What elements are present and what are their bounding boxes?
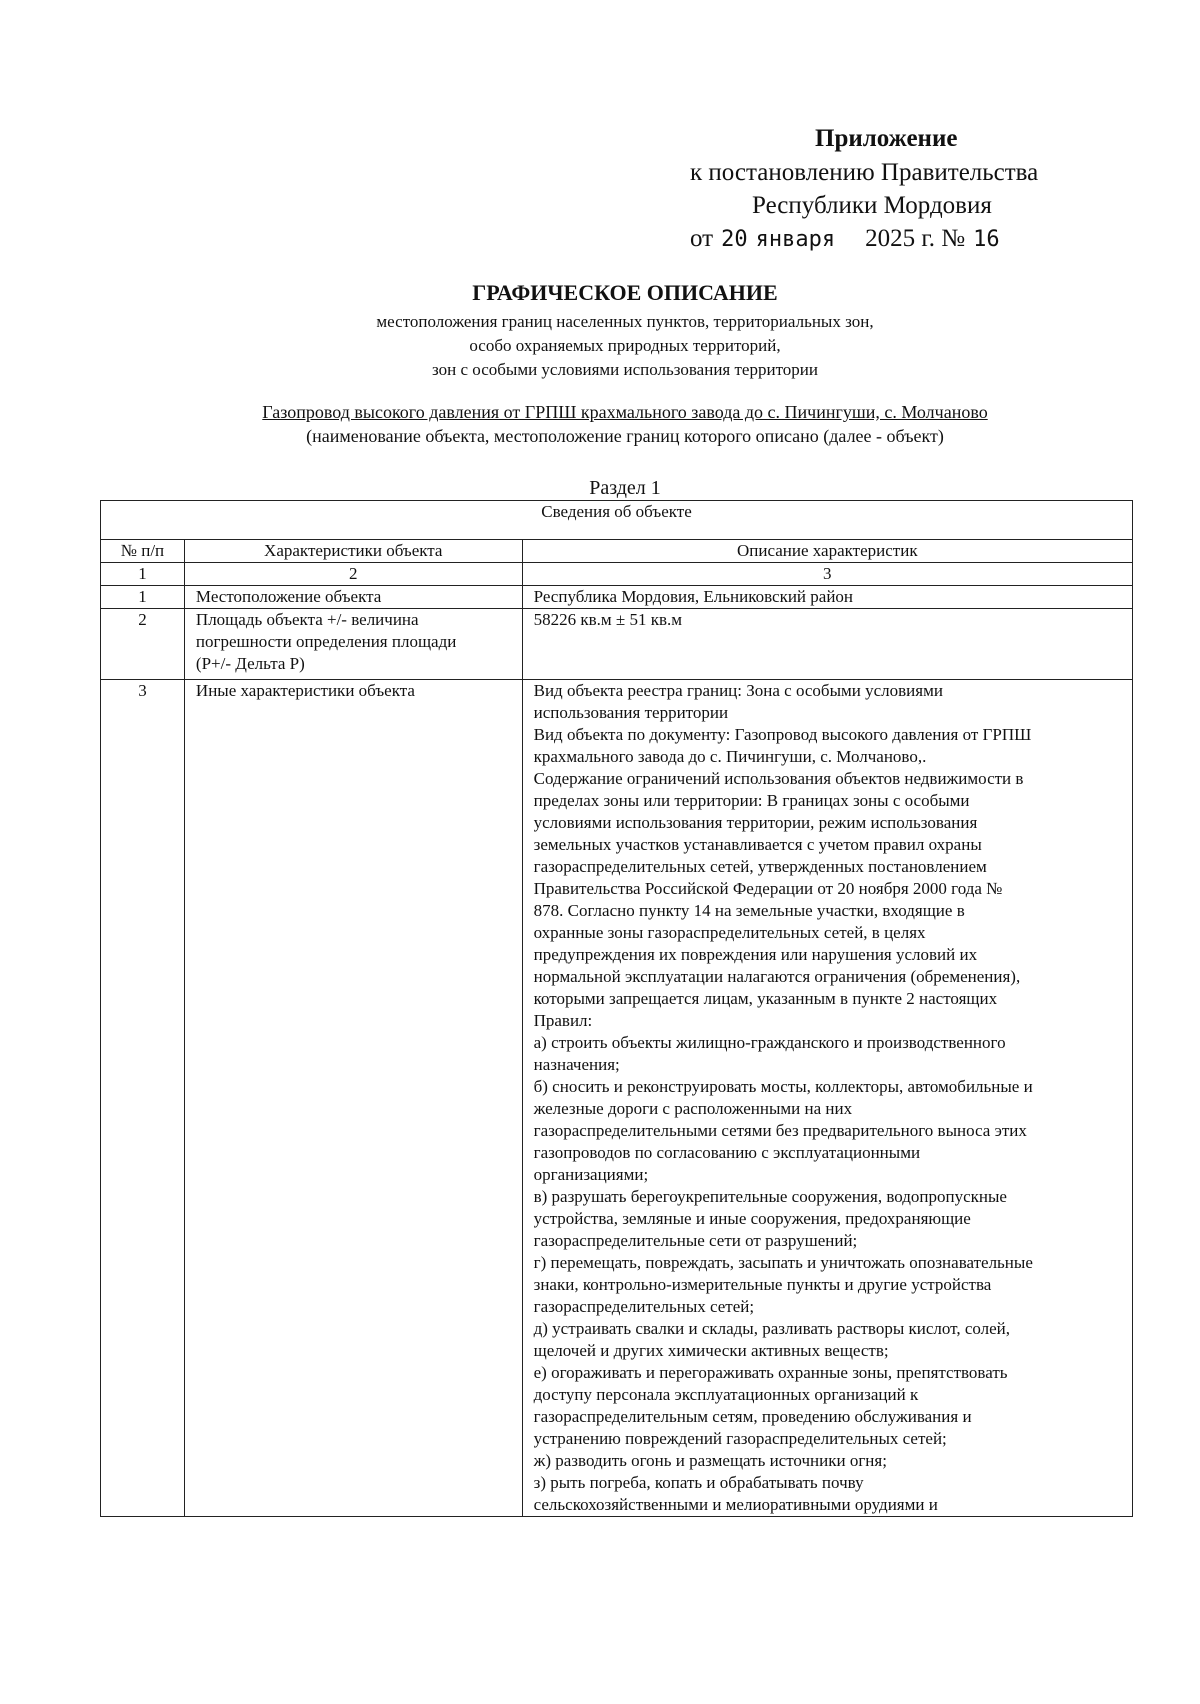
table-row	[101, 609, 1133, 680]
document-subtitle	[0, 310, 1200, 382]
text-line: е) огораживать и перегораживать охранные зоны, препятствовать	[533, 1363, 1008, 1382]
text-line: сельскохозяйственными и мелиоративными орудиями и	[533, 1495, 938, 1514]
text-line: газораспределительными сетями без предварительного выноса этих	[533, 1121, 1027, 1140]
section-label: Раздел 1	[589, 477, 661, 499]
header-cell-description: Описание характеристик	[522, 540, 1132, 563]
text-line: использования территории	[533, 703, 729, 722]
date-month: января	[755, 227, 836, 252]
row-number: 2	[101, 609, 185, 680]
column-number: 3	[522, 563, 1132, 586]
subtitle-line: местоположения границ населенных пунктов, территориальных зон,	[376, 312, 874, 331]
table-caption-row	[101, 501, 1133, 540]
object-info-table	[100, 500, 1133, 1517]
text-line: железные дороги с расположенными на них	[533, 1099, 853, 1118]
row-number: 1	[101, 586, 185, 609]
table-caption: Сведения об объекте	[101, 501, 1133, 540]
text-line: газопроводов по согласованию с эксплуатационными	[533, 1143, 921, 1162]
object-name-block	[0, 400, 1200, 448]
row-description	[522, 680, 1132, 1517]
header-cell-number: № п/п	[101, 540, 185, 563]
text-line: газораспределительные сети от разрушений;	[533, 1231, 858, 1250]
table-column-number-row	[101, 563, 1133, 586]
text-line: Правил:	[533, 1011, 593, 1030]
text-line: пределах зоны или территории: В границах зоны с особыми	[533, 791, 970, 810]
text-line: газораспределительных сетей;	[533, 1297, 755, 1316]
text-line: Площадь объекта +/- величина	[195, 610, 419, 629]
text-line: б) сносить и реконструировать мосты, коллекторы, автомобильные и	[533, 1077, 1033, 1096]
date-prefix: от	[690, 225, 714, 252]
text-line: устранению повреждений газораспределительных сетей;	[533, 1429, 947, 1448]
text-line: назначения;	[533, 1055, 620, 1074]
object-caption: (наименование объекта, местоположение границ которого описано (далее - объект)	[306, 426, 944, 446]
text-line: в) разрушать берегоукрепительные сооружения, водопропускные	[533, 1187, 1007, 1206]
table-header-row	[101, 540, 1133, 563]
text-line: газораспределительным сетям, проведению обслуживания и	[533, 1407, 972, 1426]
text-line: г) перемещать, повреждать, засыпать и уничтожать опознавательные	[533, 1253, 1033, 1272]
date-year: 2025 г. №	[865, 225, 966, 252]
annex-title: Приложение	[815, 125, 958, 152]
object-name: Газопровод высокого давления от ГРПШ крахмального завода до с. Пичингуши, с. Молчаново	[262, 402, 988, 422]
annex-date	[690, 222, 1110, 256]
text-line: устройства, земляные и иные сооружения, предохраняющие	[533, 1209, 971, 1228]
text-line: которыми запрещается лицам, указанным в пункте 2 настоящих	[533, 989, 998, 1008]
text-line: ж) разводить огонь и размещать источники огня;	[533, 1451, 887, 1470]
text-line: нормальной эксплуатации налагаются ограничения (обременения),	[533, 967, 1021, 986]
column-number: 2	[184, 563, 522, 586]
text-line: условиями использования территории, режим использования	[533, 813, 978, 832]
text-line: газораспределительных сетей, утвержденных постановлением	[533, 857, 987, 876]
row-characteristic: Иные характеристики объекта	[184, 680, 522, 1517]
text-line: знаки, контрольно-измерительные пункты и другие устройства	[533, 1275, 992, 1294]
row-description: Республика Мордовия, Ельниковский район	[522, 586, 1132, 609]
text-line: Вид объекта реестра границ: Зона с особыми условиями	[533, 681, 943, 700]
decree-number: 16	[973, 227, 1000, 252]
text-line: охранные зоны газораспределительных сетей, в целях	[533, 923, 926, 942]
text-line: погрешности определения площади	[195, 632, 457, 651]
column-number: 1	[101, 563, 185, 586]
document-title: ГРАФИЧЕСКОЕ ОПИСАНИЕ	[472, 280, 778, 305]
text-line: земельных участков устанавливается с учетом правил охраны	[533, 835, 982, 854]
text-line: доступу персонала эксплуатационных организаций к	[533, 1385, 919, 1404]
annex-block	[690, 122, 1110, 256]
row-characteristic	[184, 609, 522, 680]
text-line: предупреждения их повреждения или нарушения условий их	[533, 945, 978, 964]
text-line: (Р+/- Дельта Р)	[195, 654, 305, 673]
text-line: Правительства Российской Федерации от 20 ноября 2000 года №	[533, 879, 1003, 898]
table-row	[101, 680, 1133, 1517]
text-line: щелочей и других химически активных веществ;	[533, 1341, 889, 1360]
text-line: Содержание ограничений использования объектов недвижимости в	[533, 769, 1024, 788]
annex-line-2: Республики Мордовия	[752, 192, 992, 219]
text-line: организациями;	[533, 1165, 649, 1184]
row-description: 58226 кв.м ± 51 кв.м	[522, 609, 1132, 680]
date-day: 20	[721, 227, 748, 252]
row-number: 3	[101, 680, 185, 1517]
annex-line-1: к постановлению Правительства	[690, 159, 1039, 186]
text-line: 878. Согласно пункту 14 на земельные участки, входящие в	[533, 901, 965, 920]
subtitle-line: особо охраняемых природных территорий,	[469, 336, 781, 355]
text-line: а) строить объекты жилищно-гражданского и производственного	[533, 1033, 1006, 1052]
text-line: крахмального завода до с. Пичингуши, с. Молчаново,.	[533, 747, 927, 766]
text-line: д) устраивать свалки и склады, разливать растворы кислот, солей,	[533, 1319, 1011, 1338]
subtitle-line: зон с особыми условиями использования территории	[432, 360, 818, 379]
text-line: Вид объекта по документу: Газопровод высокого давления от ГРПШ	[533, 725, 1032, 744]
text-line: з) рыть погреба, копать и обрабатывать почву	[533, 1473, 864, 1492]
header-cell-characteristic: Характеристики объекта	[184, 540, 522, 563]
row-characteristic: Местоположение объекта	[184, 586, 522, 609]
table-row	[101, 586, 1133, 609]
